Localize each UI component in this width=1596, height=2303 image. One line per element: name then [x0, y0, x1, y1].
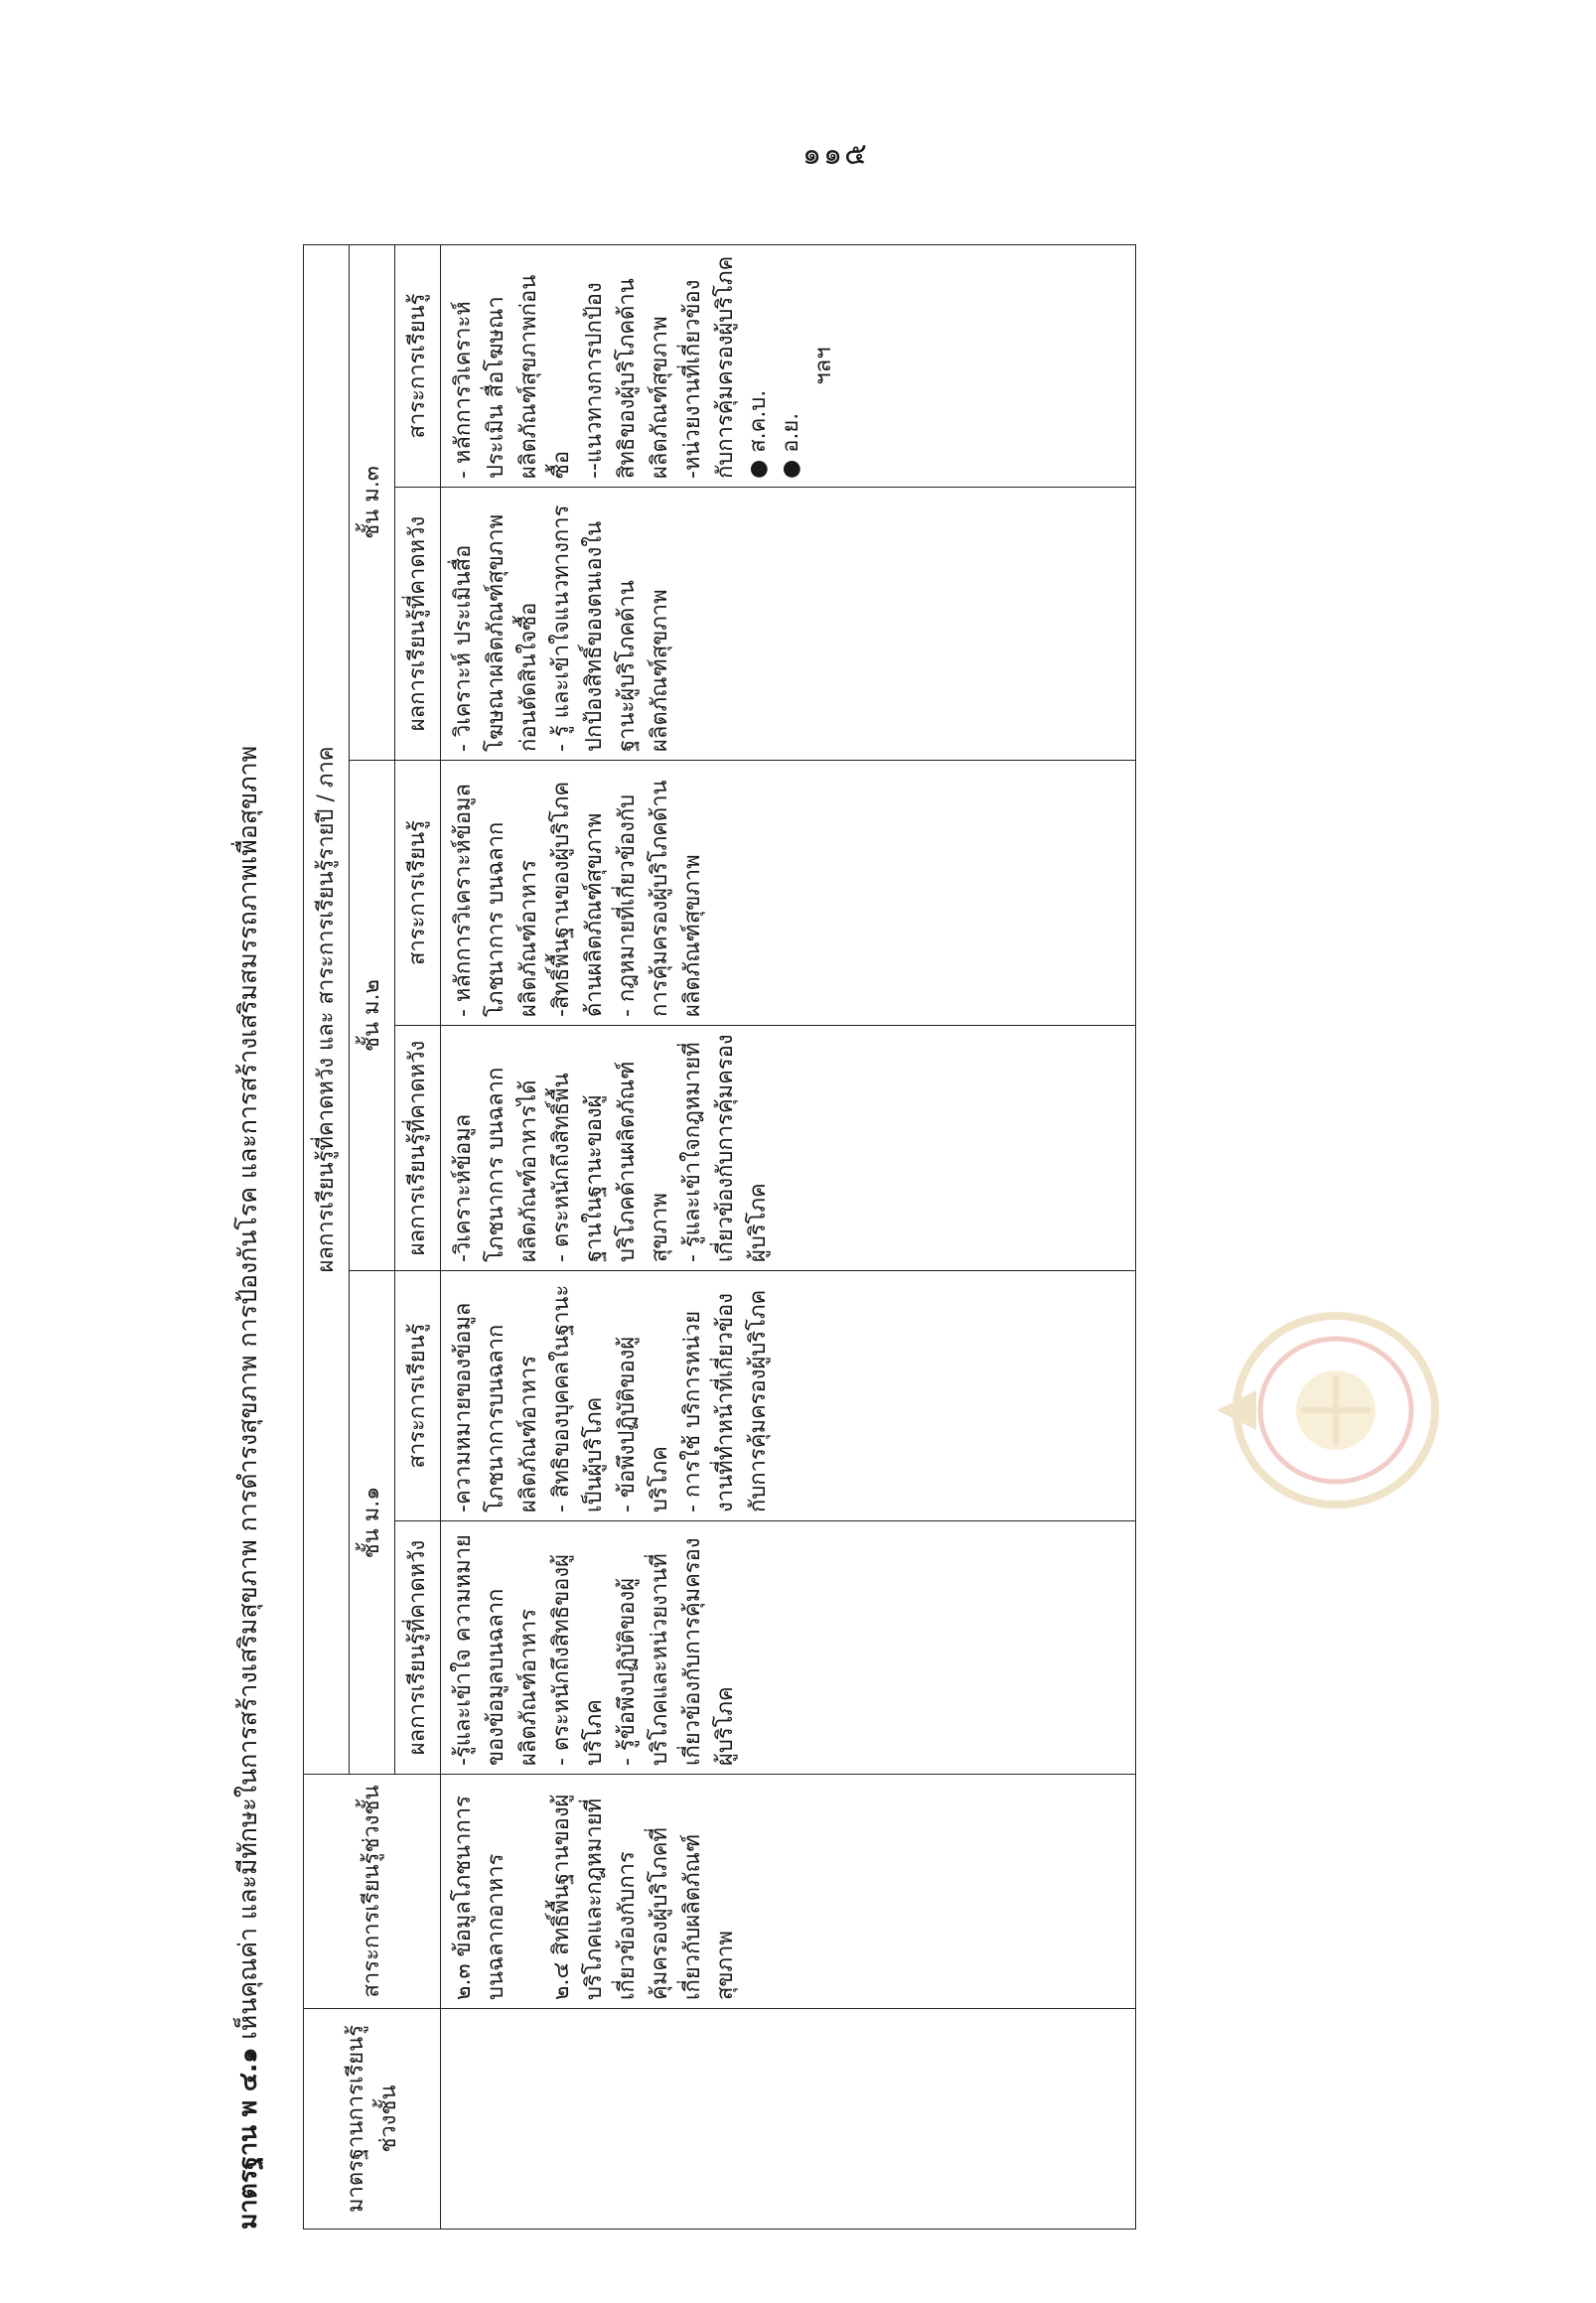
cell-line: - การใช้ บริการหน่วยงานที่ทำหน้าที่เกี่ยวข้องกับการคุ้มครองผู้บริโภค: [680, 1289, 771, 1512]
header-outcome-group: ผลการเรียนรู้ที่คาดหวัง และ สาระการเรียนรู้รายปี / ภาค: [304, 244, 350, 1774]
cell-line: - รู้ และเข้าใจแนวทางการปกป้องสิทธิ์ของตนเองในฐานะผู้บริโภคด้านผลิตภัณฑ์สุขภาพ: [549, 504, 672, 752]
cell-line: ฯลฯ: [811, 347, 836, 385]
cell-line: - ข้อพึงปฏิบัติของผู้บริโภค: [615, 1336, 672, 1512]
cell-line: - หลักการวิเคราะห์ ประเมิน สื่อโฆษณาผลิตภัณฑ์สุขภาพก่อนซื้อ: [451, 274, 574, 479]
cell-line: - ตระหนักถึงสิทธิ์พื้นฐานในฐานะของผู้บริโภคด้านผลิตภัณฑ์สุขภาพ: [549, 1061, 672, 1262]
curriculum-table: [303, 244, 1136, 2230]
header-standard: มาตรฐานการเรียนรู้ช่วงชั้น: [304, 2009, 441, 2230]
cell-m1-content: [441, 1271, 1136, 1521]
header-m3-content: สาระการเรียนรู้: [395, 244, 441, 487]
cell-line: ● ส.ค.บ.: [746, 389, 771, 479]
cell-line: - ตระหนักถึงสิทธิของผู้บริโภค: [549, 1553, 607, 1766]
header-grade-m1: ชั้น ม.๑: [350, 1271, 395, 1775]
cell-line: -หน่วยงานที่เกี่ยวข้องกับการคุ้มครองผู้บริโภค: [680, 255, 738, 479]
cell-line: - สิทธิของบุคคลในฐานะเป็นผู้บริโภค: [549, 1284, 607, 1512]
cell-content: [441, 1775, 1136, 2009]
standard-code: มาตรฐาน พ ๔.๑: [233, 2047, 262, 2230]
cell-m2-content: [441, 761, 1136, 1026]
cell-m1-expected: [441, 1521, 1136, 1775]
page-number: ๑๑๕: [802, 137, 869, 172]
standard-description: เห็นคุณค่า และมีทักษะในการสร้างเสริมสุขภาพ การดำรงสุขภาพ การป้องกันโรค และการสร้างเสริมสมรรถภาพเพื่อสุขภาพ: [233, 745, 262, 2040]
cell-line: -สิทธิ์พื้นฐานของผู้บริโภคด้านผลิตภัณฑ์สุขภาพ: [549, 781, 607, 1017]
cell-line: ๒.๓ ข้อมูลโภชนาการบนฉลากอาหาร: [451, 1796, 508, 2000]
cell-line: --แนวทางการปกป้องสิทธิของผู้บริโภคด้านผลิตภัณฑ์สุขภาพ: [582, 278, 672, 479]
cell-line: - รู้ข้อพึงปฏิบัติของผู้บริโภคและหน่วยงานที่เกี่ยวข้องกับการคุ้มครองผู้บริโภค: [615, 1537, 738, 1766]
header-m2-expected: ผลการเรียนรู้ที่คาดหวัง: [395, 1026, 441, 1271]
cell-line: -วิเคราะห์ข้อมูลโภชนาการ บนฉลากผลิตภัณฑ์อาหารได้: [451, 1067, 541, 1262]
header-m3-expected: ผลการเรียนรู้ที่คาดหวัง: [395, 488, 441, 761]
cell-line: ๒.๔ สิทธิ์พื้นฐานของผู้บริโภคและกฎหมายที่เกี่ยวข้องกับการคุ้มครองผู้บริโภคที่เกี่ยวกับผลิตภัณฑ์สุขภาพ: [549, 1794, 738, 2000]
header-m1-content: สาระการเรียนรู้: [395, 1271, 441, 1521]
cell-line: [512, 1783, 545, 2000]
header-m1-expected: ผลการเรียนรู้ที่คาดหวัง: [395, 1521, 441, 1775]
cell-m3-content: [441, 244, 1136, 487]
curriculum-table-wrap: [303, 245, 1136, 2230]
cell-line: - กฎหมายที่เกี่ยวข้องกับการคุ้มครองผู้บริโภคด้านผลิตภัณฑ์สุขภาพ: [615, 780, 705, 1017]
cell-line: -ความหมายของข้อมูลโภชนาการบนฉลากผลิตภัณฑ์อาหาร: [451, 1302, 541, 1512]
cell-m2-expected: [441, 1026, 1136, 1271]
table-row: [441, 244, 1136, 2229]
cell-line: ● อ.ย.: [779, 412, 803, 479]
header-content: สาระการเรียนรู้ช่วงชั้น: [304, 1775, 441, 2009]
rotated-page-content: [218, 233, 1241, 2230]
emblem-watermark-icon: [1197, 1306, 1445, 1514]
cell-line: -รู้และเข้าใจ ความหมายของข้อมูลบนฉลากผลิตภัณฑ์อาหาร: [451, 1534, 541, 1766]
cell-standard: [441, 2009, 1136, 2230]
header-m2-content: สาระการเรียนรู้: [395, 761, 441, 1026]
cell-m3-expected: [441, 488, 1136, 761]
header-grade-m2: ชั้น ม.๒: [350, 761, 395, 1271]
cell-line: - วิเคราะห์ ประเมินสื่อโฆษณาผลิตภัณฑ์สุขภาพก่อนตัดสินใจซื้อ: [451, 513, 541, 752]
cell-line: - หลักการวิเคราะห์ข้อมูลโภชนาการ บนฉลากผลิตภัณฑ์อาหาร: [451, 783, 541, 1017]
header-grade-m3: ชั้น ม.๓: [350, 244, 395, 760]
cell-line: - รู้และเข้าใจกฎหมายที่เกี่ยวข้องกับการคุ้มครองผู้บริโภค: [680, 1034, 771, 1262]
standard-title: [218, 233, 278, 2230]
